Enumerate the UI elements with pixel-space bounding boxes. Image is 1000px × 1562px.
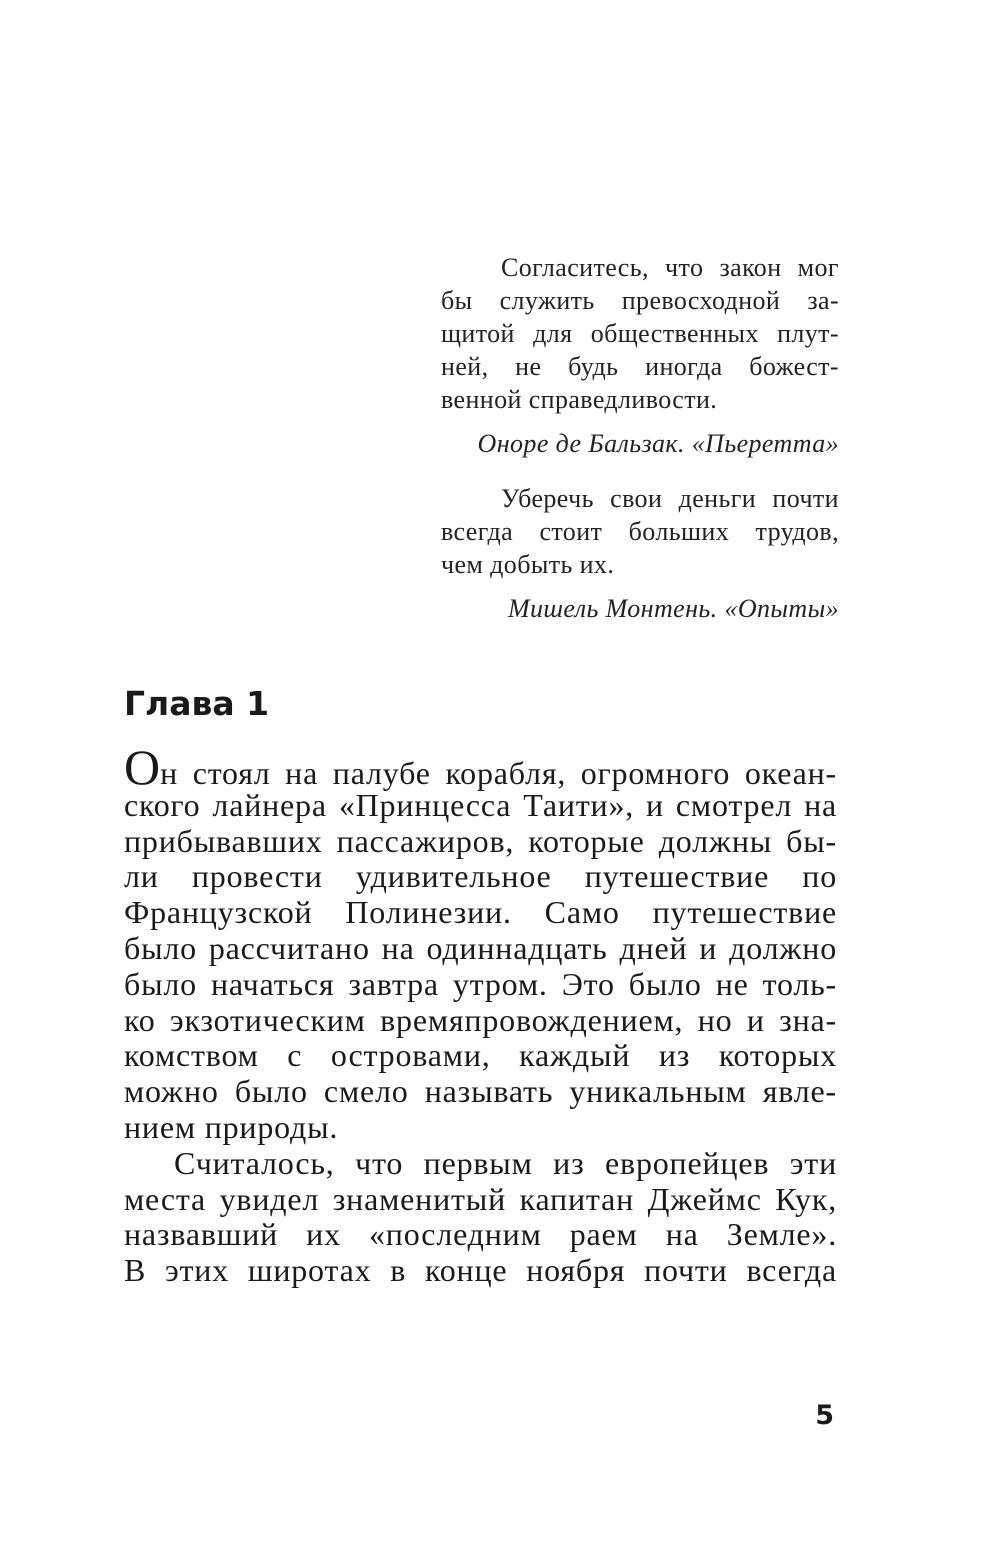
body-line: ского лайнера «Принцесса Таити», и смотрел на [124, 786, 837, 823]
epigraph-line: венной справедливости. [441, 385, 718, 414]
epigraph-line: чем добыть их. [441, 550, 615, 579]
epigraph-line: Уберечь свои деньги почти [501, 484, 839, 513]
body-line: ко экзотическим времяпровождением, но и зна- [124, 1001, 837, 1038]
body-line: было рассчитано на одиннадцать дней и должно [124, 929, 837, 966]
epigraph-line: всегда стоит больших трудов, [441, 517, 839, 546]
body-line: прибывавших пассажиров, которые должны бы- [124, 822, 837, 859]
chapter-body [124, 739, 837, 1289]
epigraph-line: ней, не будь иногда божест- [441, 352, 839, 381]
epigraph-author: Мишель Монтень. «Опыты» [507, 594, 839, 623]
body-line: ли провести удивительное путешествие по [124, 858, 837, 895]
body-line: было начаться завтра утром. Это было не толь- [124, 965, 837, 1002]
epigraph-line: щитой для общественных плут- [441, 319, 839, 348]
body-line: можно было смело называть уникальным явле- [124, 1073, 837, 1110]
epigraph-line: Согласитесь, что закон мог [501, 253, 839, 282]
body-line: комством с островами, каждый из которых [124, 1037, 837, 1074]
epigraph-balzac [441, 251, 839, 460]
body-line: места увидел знаменитый капитан Джеймс Кук, [124, 1180, 837, 1217]
body-line-text: н стоял на палубе корабля, огромного океан- [160, 755, 837, 791]
epigraph-line: бы служить превосходной за- [441, 286, 839, 315]
epigraph-montaigne [441, 482, 839, 625]
body-line: нием природы. [124, 1108, 339, 1145]
body-line-indent: Считалось, что первым из европейцев эти [174, 1144, 837, 1181]
body-line-first [124, 739, 837, 795]
drop-cap: О [124, 739, 161, 795]
epigraph-author: Оноре де Бальзак. «Пьеретта» [477, 429, 839, 458]
page-number: 5 [815, 1400, 834, 1431]
body-line: назвавший их «последним раем на Земле». [124, 1216, 837, 1253]
body-line: В этих широтах в конце ноября почти всегда [124, 1252, 837, 1289]
chapter-title: Глава 1 [124, 684, 270, 723]
body-line: Французской Полинезии. Само путешествие [124, 894, 837, 931]
